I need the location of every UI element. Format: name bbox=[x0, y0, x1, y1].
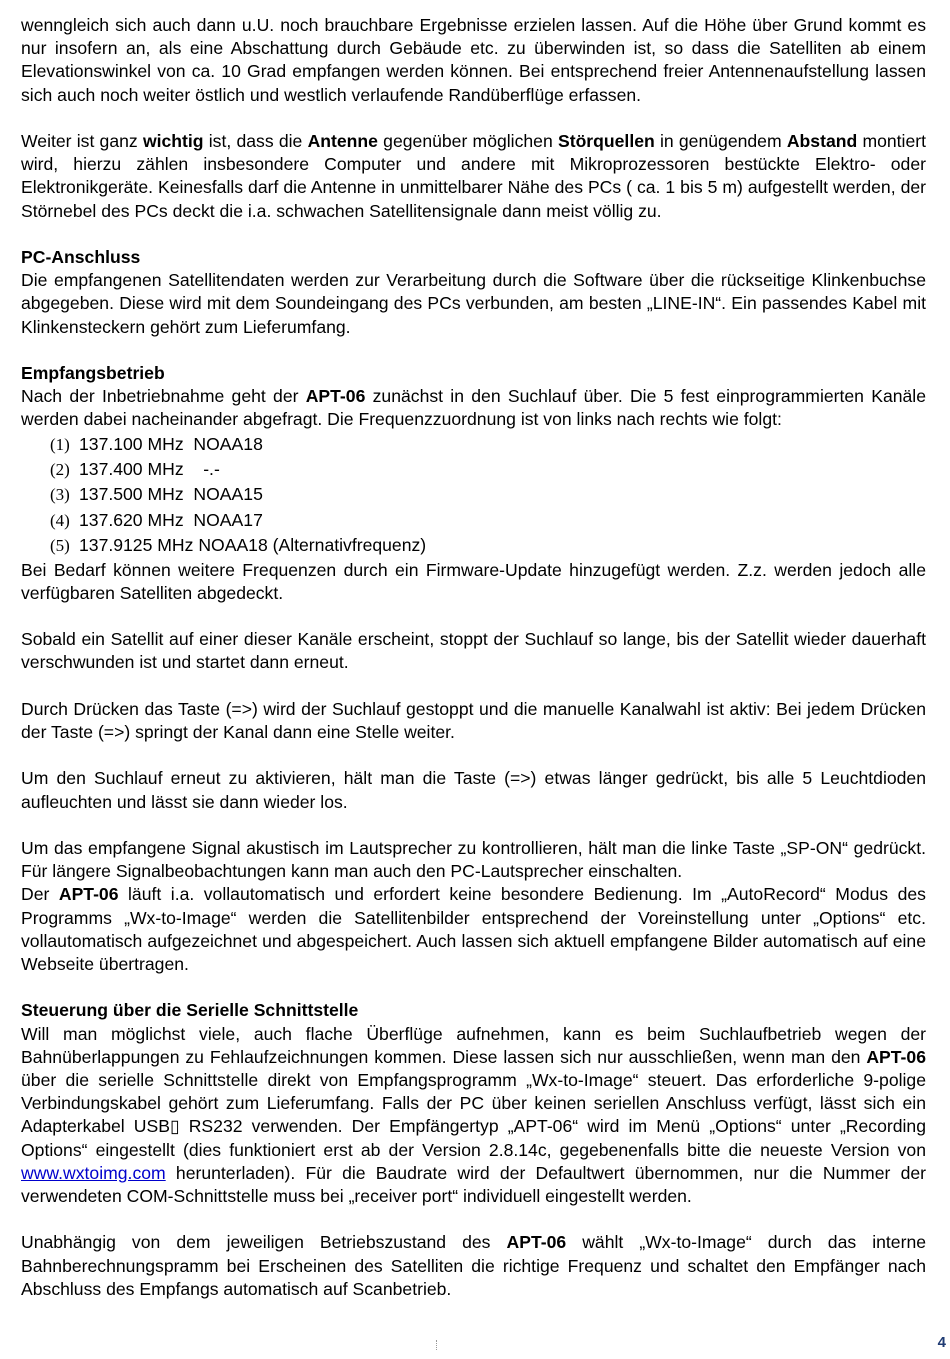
emphasis-apt06: APT-06 bbox=[58, 884, 119, 905]
text-run: Unabhängig von dem jeweiligen Betriebszustand des bbox=[21, 1232, 507, 1253]
spacer bbox=[21, 605, 926, 628]
text-run: Weiter ist ganz bbox=[21, 131, 143, 151]
heading-serial-control: Steuerung über die Serielle Schnittstelle bbox=[21, 1000, 359, 1021]
channel-number: (3) bbox=[50, 485, 70, 505]
manual-channel-paragraph: Durch Drücken das Taste (=>) wird der Suchlauf gestoppt und die manuelle Kanalwahl ist aktiv: Bei jedem Drücken der Taste (=>) springt der Kanal dann eine Stelle weiter. bbox=[21, 698, 926, 743]
text-run: montiert wird, hierzu zählen insbesondere Computer und andere mit Mikroprozessoren bestückte Elektro- oder Elektronikgeräte. Keinesfalls darf die Antenne in unmittelbarer Nähe des PCs ( ca. 1 bis 5 m) aufgestellt werden, der Störnebel des PCs deckt die i.a. schwachen Satellitensignale dann meist völlig zu. bbox=[21, 131, 926, 221]
channel-item bbox=[50, 432, 926, 457]
serial-control-paragraph bbox=[21, 1023, 926, 1209]
channel-number: (4) bbox=[50, 510, 70, 530]
emphasis-apt06: APT-06 bbox=[866, 1046, 926, 1067]
scan-stop-paragraph: Sobald ein Satellit auf einer dieser Kanäle erscheint, stoppt der Suchlauf so lange, bis der Satellit wieder dauerhaft verschwunden ist und startet dann erneut. bbox=[21, 629, 926, 673]
channel-frequency: 137.100 MHz NOAA18 bbox=[79, 433, 263, 454]
reception-intro-paragraph bbox=[21, 385, 926, 431]
spacer bbox=[21, 1208, 926, 1231]
heading-pc-anschluss: PC-Anschluss bbox=[21, 247, 141, 267]
text-run: über die serielle Schnittstelle direkt von Empfangsprogramm „Wx-to-Image“ steuert. Das erforderliche 9-polige Verbindungskabel gehört zum Lieferumfang. Falls der PC über keinen seriellen Anschluss verfügt, lässt sich ein Adapterkabel USB▯ RS232 verwenden. Der Empfängertyp „APT-06“ wird im Menü „Options“ unter „Recording Options“ eingestellt (dies funktioniert erst ab der Version 2.8.14c, gegebenenfalls bitte die neueste Version von bbox=[21, 1070, 926, 1160]
spacer bbox=[21, 976, 926, 999]
intro-paragraph: wenngleich sich auch dann u.U. noch brauchbare Ergebnisse erzielen lassen. Auf die Höhe über Grund kommt es nur insofern an, als eine Abschattung durch Gebäude etc. zu überwinden ist, so dass die Satelliten ab einem Elevationswinkel von ca. 10 Grad empfangen werden können. Bei entsprechend freier Antennenaufstellung lassen sich auch noch weiter östlich und westlich verlaufende Randüberflüge erfassen. bbox=[21, 15, 926, 105]
emphasis-antenne: Antenne bbox=[307, 131, 378, 151]
spacer bbox=[21, 223, 926, 246]
autorecord-paragraph bbox=[21, 883, 926, 976]
antenna-paragraph bbox=[21, 130, 926, 223]
spacer bbox=[21, 107, 926, 130]
final-paragraph bbox=[21, 1231, 926, 1301]
emphasis-abstand: Abstand bbox=[786, 131, 858, 151]
channel-item bbox=[50, 533, 926, 558]
channel-number: (5) bbox=[50, 536, 70, 556]
footer-center-mark bbox=[436, 1340, 438, 1350]
page-number: 4 bbox=[937, 1334, 946, 1351]
text-run: ist, dass die bbox=[203, 131, 308, 151]
emphasis-stoerquellen: Störquellen bbox=[557, 131, 655, 151]
emphasis-apt06: APT-06 bbox=[506, 1232, 567, 1253]
channel-item bbox=[50, 457, 926, 482]
text-run: läuft i.a. vollautomatisch und erfordert keine besondere Bedienung. Im „AutoRecord“ Modus des Programms „Wx-to-Image“ werden die Satellitenbilder entsprechend der Voreinstellung unter „Options“ etc. vollautomatisch aufgezeichnet und abgespeichert. Auch lassen sich aktuell empfangene Bilder automatisch auf eine Webseite übertragen. bbox=[21, 884, 926, 975]
text-run: zunächst in den Suchlauf über. Die 5 fest einprogrammierten Kanäle werden dabei nacheinander abgefragt. Die Frequenzzuordnung ist von links nach rechts wie folgt: bbox=[21, 386, 926, 430]
channel-frequency: 137.400 MHz -.- bbox=[79, 459, 220, 480]
text-run: gegenüber möglichen bbox=[377, 131, 558, 151]
channel-item bbox=[50, 508, 926, 533]
text-run: wählt „Wx-to-Image“ durch das interne Bahnberechnungspramm bei Erscheinen des Satelliten die richtige Frequenz und schaltet den Empfänger nach Abschluss des Empfangs automatisch auf Scanbetrieb. bbox=[21, 1232, 927, 1299]
spacer bbox=[21, 744, 926, 767]
channel-frequency: 137.620 MHz NOAA17 bbox=[79, 509, 263, 530]
text-run: Nach der Inbetriebnahme geht der bbox=[21, 386, 306, 407]
channel-number: (2) bbox=[50, 460, 70, 480]
channel-item bbox=[50, 482, 926, 507]
spacer bbox=[21, 339, 926, 362]
emphasis-wichtig: wichtig bbox=[142, 131, 204, 151]
heading-empfangsbetrieb: Empfangsbetrieb bbox=[21, 363, 165, 383]
firmware-paragraph: Bei Bedarf können weitere Frequenzen durch ein Firmware-Update hinzugefügt werden. Z.z. werden jedoch alle verfügbaren Satelliten abgedeckt. bbox=[21, 559, 926, 603]
channel-frequency: 137.9125 MHz NOAA18 (Alternativfrequenz) bbox=[79, 535, 427, 556]
text-run: in genügendem bbox=[654, 131, 787, 151]
spacer bbox=[21, 675, 926, 698]
wxtoimg-link[interactable]: www.wxtoimg.com bbox=[21, 1162, 166, 1183]
audio-monitor-paragraph: Um das empfangene Signal akustisch im Lautsprecher zu kontrollieren, hält man die linke Taste „SP-ON“ gedrückt. Für längere Signalbeobachtungen kann man auch den PC-Lautsprecher einschalten. bbox=[21, 838, 926, 882]
text-run: Will man möglichst viele, auch flache Überflüge aufnehmen, kann es beim Suchlaufbetrieb wegen der Bahnüberlappungen zu Fehlaufzeichnungen kommen. Diese lassen sich nur ausschließen, wenn man den bbox=[21, 1023, 926, 1067]
emphasis-apt06: APT-06 bbox=[305, 386, 366, 407]
spacer bbox=[21, 814, 926, 837]
text-run: Der bbox=[21, 884, 59, 905]
reactivate-scan-paragraph: Um den Suchlauf erneut zu aktivieren, hält man die Taste (=>) etwas länger gedrückt, bis alle 5 Leuchtdioden aufleuchten und lässt sie dann wieder los. bbox=[21, 768, 926, 812]
channel-list bbox=[21, 432, 926, 559]
document-page bbox=[21, 14, 926, 1301]
channel-frequency: 137.500 MHz NOAA15 bbox=[79, 484, 263, 505]
channel-number: (1) bbox=[50, 434, 70, 454]
text-run: herunterladen). Für die Baudrate wird der Defaultwert übernommen, nur die Nummer der verwendeten COM-Schnittstelle muss bei „receiver port“ individuell eingestellt werden. bbox=[21, 1162, 926, 1207]
pc-anschluss-paragraph: Die empfangenen Satellitendaten werden zur Verarbeitung durch die Software über die rückseitige Klinkenbuchse abgegeben. Diese wird mit dem Soundeingang des PCs verbunden, am besten „LINE-IN“. Ein passendes Kabel mit Klinkensteckern gehört zum Lieferumfang. bbox=[21, 270, 926, 337]
